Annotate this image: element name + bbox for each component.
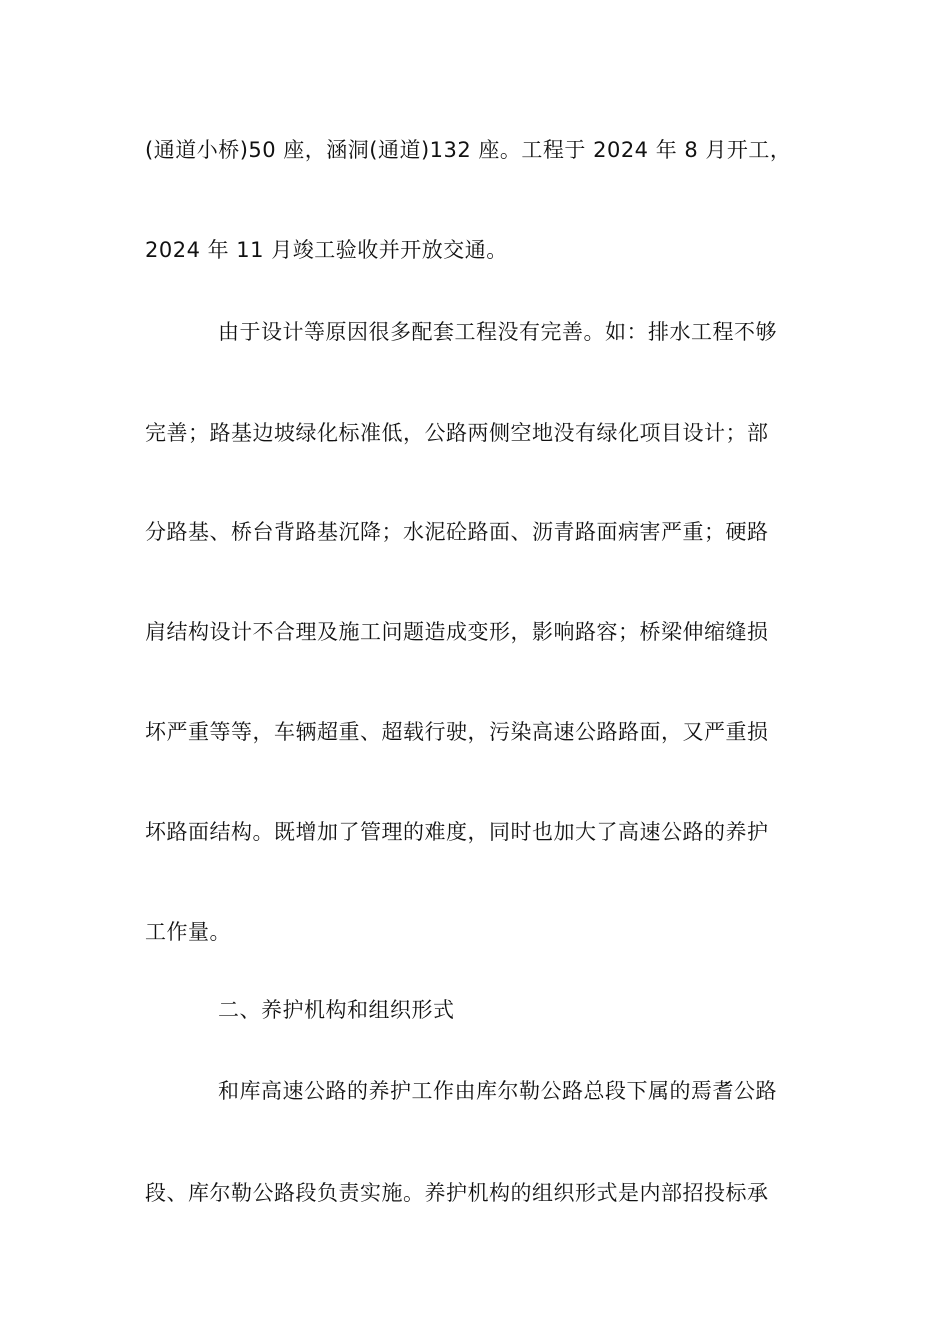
text-line-6: 肩结构设计不合理及施工问题造成变形，影响路容；桥梁伸缩缝损 xyxy=(145,620,769,644)
text-line-12: 段、库尔勒公路段负责实施。养护机构的组织形式是内部招投标承 xyxy=(145,1181,769,1205)
text-line-8: 坏路面结构。既增加了管理的难度，同时也加大了高速公路的养护 xyxy=(145,820,769,844)
text-line-2: 2024 年 11 月竣工验收并开放交通。 xyxy=(145,238,508,262)
text-line-1: (通道小桥)50 座，涵洞(通道)132 座。工程于 2024 年 8 月开工， xyxy=(145,138,792,162)
text-line-9: 工作量。 xyxy=(145,920,231,944)
text-line-7: 坏严重等等，车辆超重、超载行驶，污染高速公路路面，又严重损 xyxy=(145,720,769,744)
paragraph-start-line-2: 和库高速公路的养护工作由库尔勒公路总段下属的焉耆公路 xyxy=(218,1079,777,1103)
text-line-4: 完善；路基边坡绿化标准低，公路两侧空地没有绿化项目设计；部 xyxy=(145,421,769,445)
text-line-5: 分路基、桥台背路基沉降；水泥砼路面、沥青路面病害严重；硬路 xyxy=(145,520,769,544)
paragraph-start-line: 由于设计等原因很多配套工程没有完善。如：排水工程不够 xyxy=(218,320,777,344)
section-heading: 二、养护机构和组织形式 xyxy=(218,998,455,1022)
